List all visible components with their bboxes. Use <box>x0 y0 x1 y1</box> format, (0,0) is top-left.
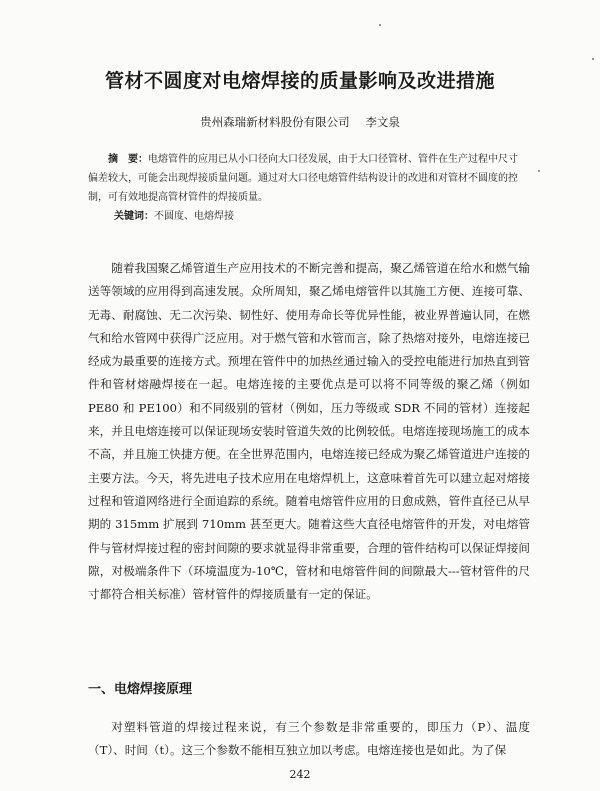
paragraph-text: 随着我国聚乙烯管道生产应用技术的不断完善和提高，聚乙烯管道在给水和燃气输送等领域的应用得到高速发展。众所周知，聚乙烯电熔管件以其施工方便、连接可靠、无毒、耐腐蚀、无二次污染、韧性好、使用寿命长等优异性能，被业界普遍认同，在燃气和给水管网中获得广泛应用。对于燃气管和水管而言，除了热熔对接外，电熔连接已经成为最重要的连接方式。预埋在管件中的加热丝通过输入的受控电能进行加热直到管件和管材熔融焊接在一起。电熔连接的主要优点是可以将不同等级的聚乙烯（例如 PE80 和 PE100）和不同级别的管材（例如，压力等级或 SDR 不同的管材）连接起来，并且电熔连接可以保证现场安装时管道失效的比例较低。电熔连接现场施工的成本不高，并且施工快捷方便。在全世界范围内，电熔连接已经成为聚乙烯管道进户连接的主要方法。今天，将先进电子技术应用在电熔焊机上，这意味着首先可以建立起对熔接过程和管道网络进行全面追踪的系统。随着电熔管件应用的日愈成熟，管件直径已从早期的 315mm 扩展到 710mm 甚至更大。随着这些大直径电熔管件的开发，对电熔管件与管材焊接过程的密封间隙的要求就显得非常重要，合理的管件结构可以保证焊接间隙，对极端条件下（环境温度为-10℃，管材和电熔管件间的间隙最大---管材管件的尺寸都符合相关标准）管材管件的焊接质量有一定的保证。 <box>88 261 530 602</box>
abstract <box>88 150 526 207</box>
section-paragraph <box>88 716 530 763</box>
scan-speck <box>538 170 540 172</box>
scan-speck <box>379 24 381 26</box>
paper-title: 管材不圆度对电熔焊接的质量影响及改进措施 <box>104 70 495 92</box>
page-number: 242 <box>289 768 311 781</box>
section-heading: 一、电熔焊接原理 <box>88 682 193 697</box>
author-line <box>0 114 600 130</box>
paragraph-text: 对塑料管道的焊接过程来说，有三个参数是非常重要的，即压力（P）、温度（T）、时间（t）。这三个参数不能相互独立加以考虑。电熔连接也是如此。为了保 <box>88 720 530 758</box>
scan-speck <box>592 58 594 60</box>
intro-paragraph <box>88 257 530 606</box>
abstract-text: 电熔管件的应用已从小口径向大口径发展，由于大口径管材、管件在生产过程中尺寸偏差较大，可能会出现焊接质量问题。通过对大口径电熔管件结构设计的改进和对管材不圆度的控制，可有效地提高管材管件的焊接质量。 <box>88 154 518 203</box>
keywords-label: 关键词： <box>114 211 154 222</box>
keywords-text: 不圆度、电熔焊接 <box>154 211 234 222</box>
abstract-label: 摘 要： <box>108 154 148 165</box>
keywords <box>114 207 234 222</box>
affiliation: 贵州森瑞新材料股份有限公司 <box>200 115 350 129</box>
author-name: 李文泉 <box>365 115 400 129</box>
